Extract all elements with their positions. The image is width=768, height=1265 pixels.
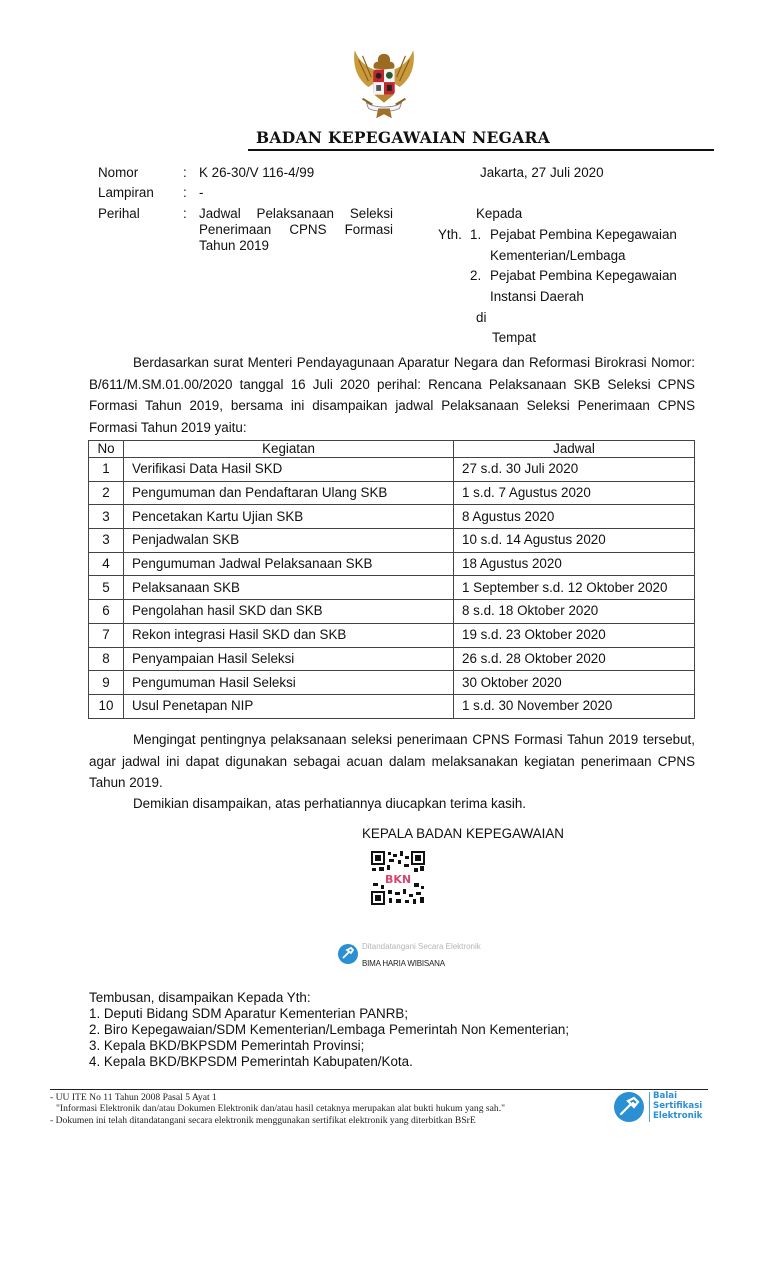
table-row <box>89 576 695 600</box>
header-kegiatan: Kegiatan <box>124 441 454 458</box>
lampiran-value: - <box>199 185 204 200</box>
cell-jadwal: 26 s.d. 28 Oktober 2020 <box>454 647 695 671</box>
thanks-text: Demikian disampaikan, atas perhatiannya diucapkan terima kasih. <box>133 796 527 811</box>
header-divider <box>248 149 714 151</box>
cell-no: 8 <box>89 647 124 671</box>
cell-no: 7 <box>89 623 124 647</box>
kepada-label: Kepada <box>476 206 523 221</box>
table-row <box>89 623 695 647</box>
cell-no: 10 <box>89 694 124 718</box>
cell-jadwal: 19 s.d. 23 Oktober 2020 <box>454 623 695 647</box>
place-date: Jakarta, 27 Juli 2020 <box>480 165 604 180</box>
bsre-logo-icon <box>614 1092 644 1122</box>
tempat-label: Tempat <box>492 330 536 345</box>
table-row <box>89 694 695 718</box>
cell-jadwal: 18 Agustus 2020 <box>454 552 695 576</box>
header-jadwal: Jadwal <box>454 441 695 458</box>
cell-no: 3 <box>89 505 124 529</box>
digital-signature-badge-icon <box>338 944 358 964</box>
cell-kegiatan: Pengumuman dan Pendaftaran Ulang SKB <box>124 481 454 505</box>
table-row <box>89 505 695 529</box>
footer-signature-note: - Dokumen ini telah ditandatangani secara elektronik menggunakan sertifikat elektronik yang diterbitkan BSrE <box>50 1115 476 1126</box>
perihal-value: Jadwal Pelaksanaan Seleksi Penerimaan CPNS Formasi Tahun 2019 <box>199 206 393 253</box>
addressee-2-line2: Instansi Daerah <box>490 289 584 304</box>
closing-paragraph <box>89 729 695 794</box>
addressee-1-line2: Kementerian/Lembaga <box>490 248 626 263</box>
table-row <box>89 600 695 624</box>
table-row <box>89 647 695 671</box>
cell-jadwal: 1 s.d. 7 Agustus 2020 <box>454 481 695 505</box>
yth-label: Yth. <box>438 227 462 242</box>
addressee-1-number: 1. <box>470 227 482 242</box>
cell-kegiatan: Usul Penetapan NIP <box>124 694 454 718</box>
perihal-colon: : <box>183 206 187 221</box>
cell-no: 6 <box>89 600 124 624</box>
addressee-2-line1: Pejabat Pembina Kepegawaian <box>490 268 677 283</box>
qr-bkn-label: BKN <box>384 873 412 886</box>
garuda-emblem-icon <box>345 48 423 126</box>
nomor-value: K 26-30/V 116-4/99 <box>199 165 315 180</box>
cell-no: 4 <box>89 552 124 576</box>
nomor-colon: : <box>183 165 187 180</box>
bsre-text-line-3: Elektronik <box>653 1111 703 1122</box>
qr-code-icon <box>370 850 426 906</box>
lampiran-colon: : <box>183 185 187 200</box>
cell-kegiatan: Rekon integrasi Hasil SKD dan SKB <box>124 623 454 647</box>
cc-item-3: 3. Kepala BKD/BKPSDM Pemerintah Provinsi; <box>89 1038 365 1053</box>
header-no: No <box>89 441 124 458</box>
cell-jadwal: 1 September s.d. 12 Oktober 2020 <box>454 576 695 600</box>
table-header-row <box>89 441 695 458</box>
cell-jadwal: 10 s.d. 14 Agustus 2020 <box>454 529 695 553</box>
cell-jadwal: 30 Oktober 2020 <box>454 671 695 695</box>
cell-jadwal: 8 s.d. 18 Oktober 2020 <box>454 600 695 624</box>
footer-law-quote: "Informasi Elektronik dan/atau Dokumen Elektronik dan/atau hasil cetaknya merupakan alat bukti hukum yang sah." <box>56 1103 506 1114</box>
addressee-1-line1: Pejabat Pembina Kepegawaian <box>490 227 677 242</box>
thanks-paragraph <box>89 793 695 815</box>
table-row <box>89 481 695 505</box>
cell-kegiatan: Pencetakan Kartu Ujian SKB <box>124 505 454 529</box>
perihal-label: Perihal <box>98 206 140 221</box>
cell-jadwal: 27 s.d. 30 Juli 2020 <box>454 458 695 482</box>
footer-divider <box>50 1089 708 1090</box>
cell-jadwal: 1 s.d. 30 November 2020 <box>454 694 695 718</box>
cell-kegiatan: Pengumuman Jadwal Pelaksanaan SKB <box>124 552 454 576</box>
cell-no: 1 <box>89 458 124 482</box>
cell-kegiatan: Penjadwalan SKB <box>124 529 454 553</box>
signer-name: BIMA HARIA WIBISANA <box>362 959 445 968</box>
intro-text: Berdasarkan surat Menteri Pendayagunaan Aparatur Negara dan Reformasi Birokrasi Nomor: B/611/M.SM.01.00/2020 tanggal 16 Juli 2020 perihal: Rencana Pelaksanaan SKB Seleksi CPNS Formasi Tahun 2019, bersama ini disampaikan jadwal Pelaksanaan Seleksi Penerimaan CPNS Formasi Tahun 2019 yaitu: <box>89 355 695 435</box>
cell-kegiatan: Pengolahan hasil SKD dan SKB <box>124 600 454 624</box>
table-row <box>89 458 695 482</box>
addressee-2-number: 2. <box>470 268 482 283</box>
di-label: di <box>476 310 487 325</box>
table-row <box>89 552 695 576</box>
cell-kegiatan: Verifikasi Data Hasil SKD <box>124 458 454 482</box>
cell-no: 9 <box>89 671 124 695</box>
cell-no: 5 <box>89 576 124 600</box>
cell-kegiatan: Penyampaian Hasil Seleksi <box>124 647 454 671</box>
cell-jadwal: 8 Agustus 2020 <box>454 505 695 529</box>
schedule-table <box>88 440 695 719</box>
nomor-label: Nomor <box>98 165 139 180</box>
bsre-logo-text <box>653 1091 702 1122</box>
bsre-logo-divider <box>649 1092 650 1122</box>
cc-item-1: 1. Deputi Bidang SDM Aparatur Kementerian PANRB; <box>89 1006 409 1021</box>
signer-title: KEPALA BADAN KEPEGAWAIAN <box>362 826 564 841</box>
cc-item-4: 4. Kepala BKD/BKPSDM Pemerintah Kabupaten/Kota. <box>89 1054 413 1069</box>
table-row <box>89 671 695 695</box>
footer-law-reference: - UU ITE No 11 Tahun 2008 Pasal 5 Ayat 1 <box>50 1092 217 1103</box>
intro-paragraph <box>89 352 695 438</box>
cell-kegiatan: Pelaksanaan SKB <box>124 576 454 600</box>
cc-heading: Tembusan, disampaikan Kepada Yth: <box>89 990 311 1005</box>
table-row <box>89 529 695 553</box>
cell-no: 3 <box>89 529 124 553</box>
closing-text: Mengingat pentingnya pelaksanaan seleksi penerimaan CPNS Formasi Tahun 2019 tersebut, agar jadwal ini dapat digunakan sebagai acuan dalam melaksanakan kegiatan penerimaan CPNS Tahun 2019. <box>89 732 695 790</box>
bsre-text-line-2: Sertifikasi <box>653 1101 703 1112</box>
cc-item-2: 2. Biro Kepegawaian/SDM Kementerian/Lembaga Pemerintah Non Kementerian; <box>89 1022 570 1037</box>
organization-title: BADAN KEPEGAWAIAN NEGARA <box>256 128 551 147</box>
bsre-text-line-1: Balai <box>653 1091 678 1101</box>
signature-caption: Ditandatangani Secara Elektronik <box>362 942 481 951</box>
cell-no: 2 <box>89 481 124 505</box>
cell-kegiatan: Pengumuman Hasil Seleksi <box>124 671 454 695</box>
lampiran-label: Lampiran <box>98 185 154 200</box>
